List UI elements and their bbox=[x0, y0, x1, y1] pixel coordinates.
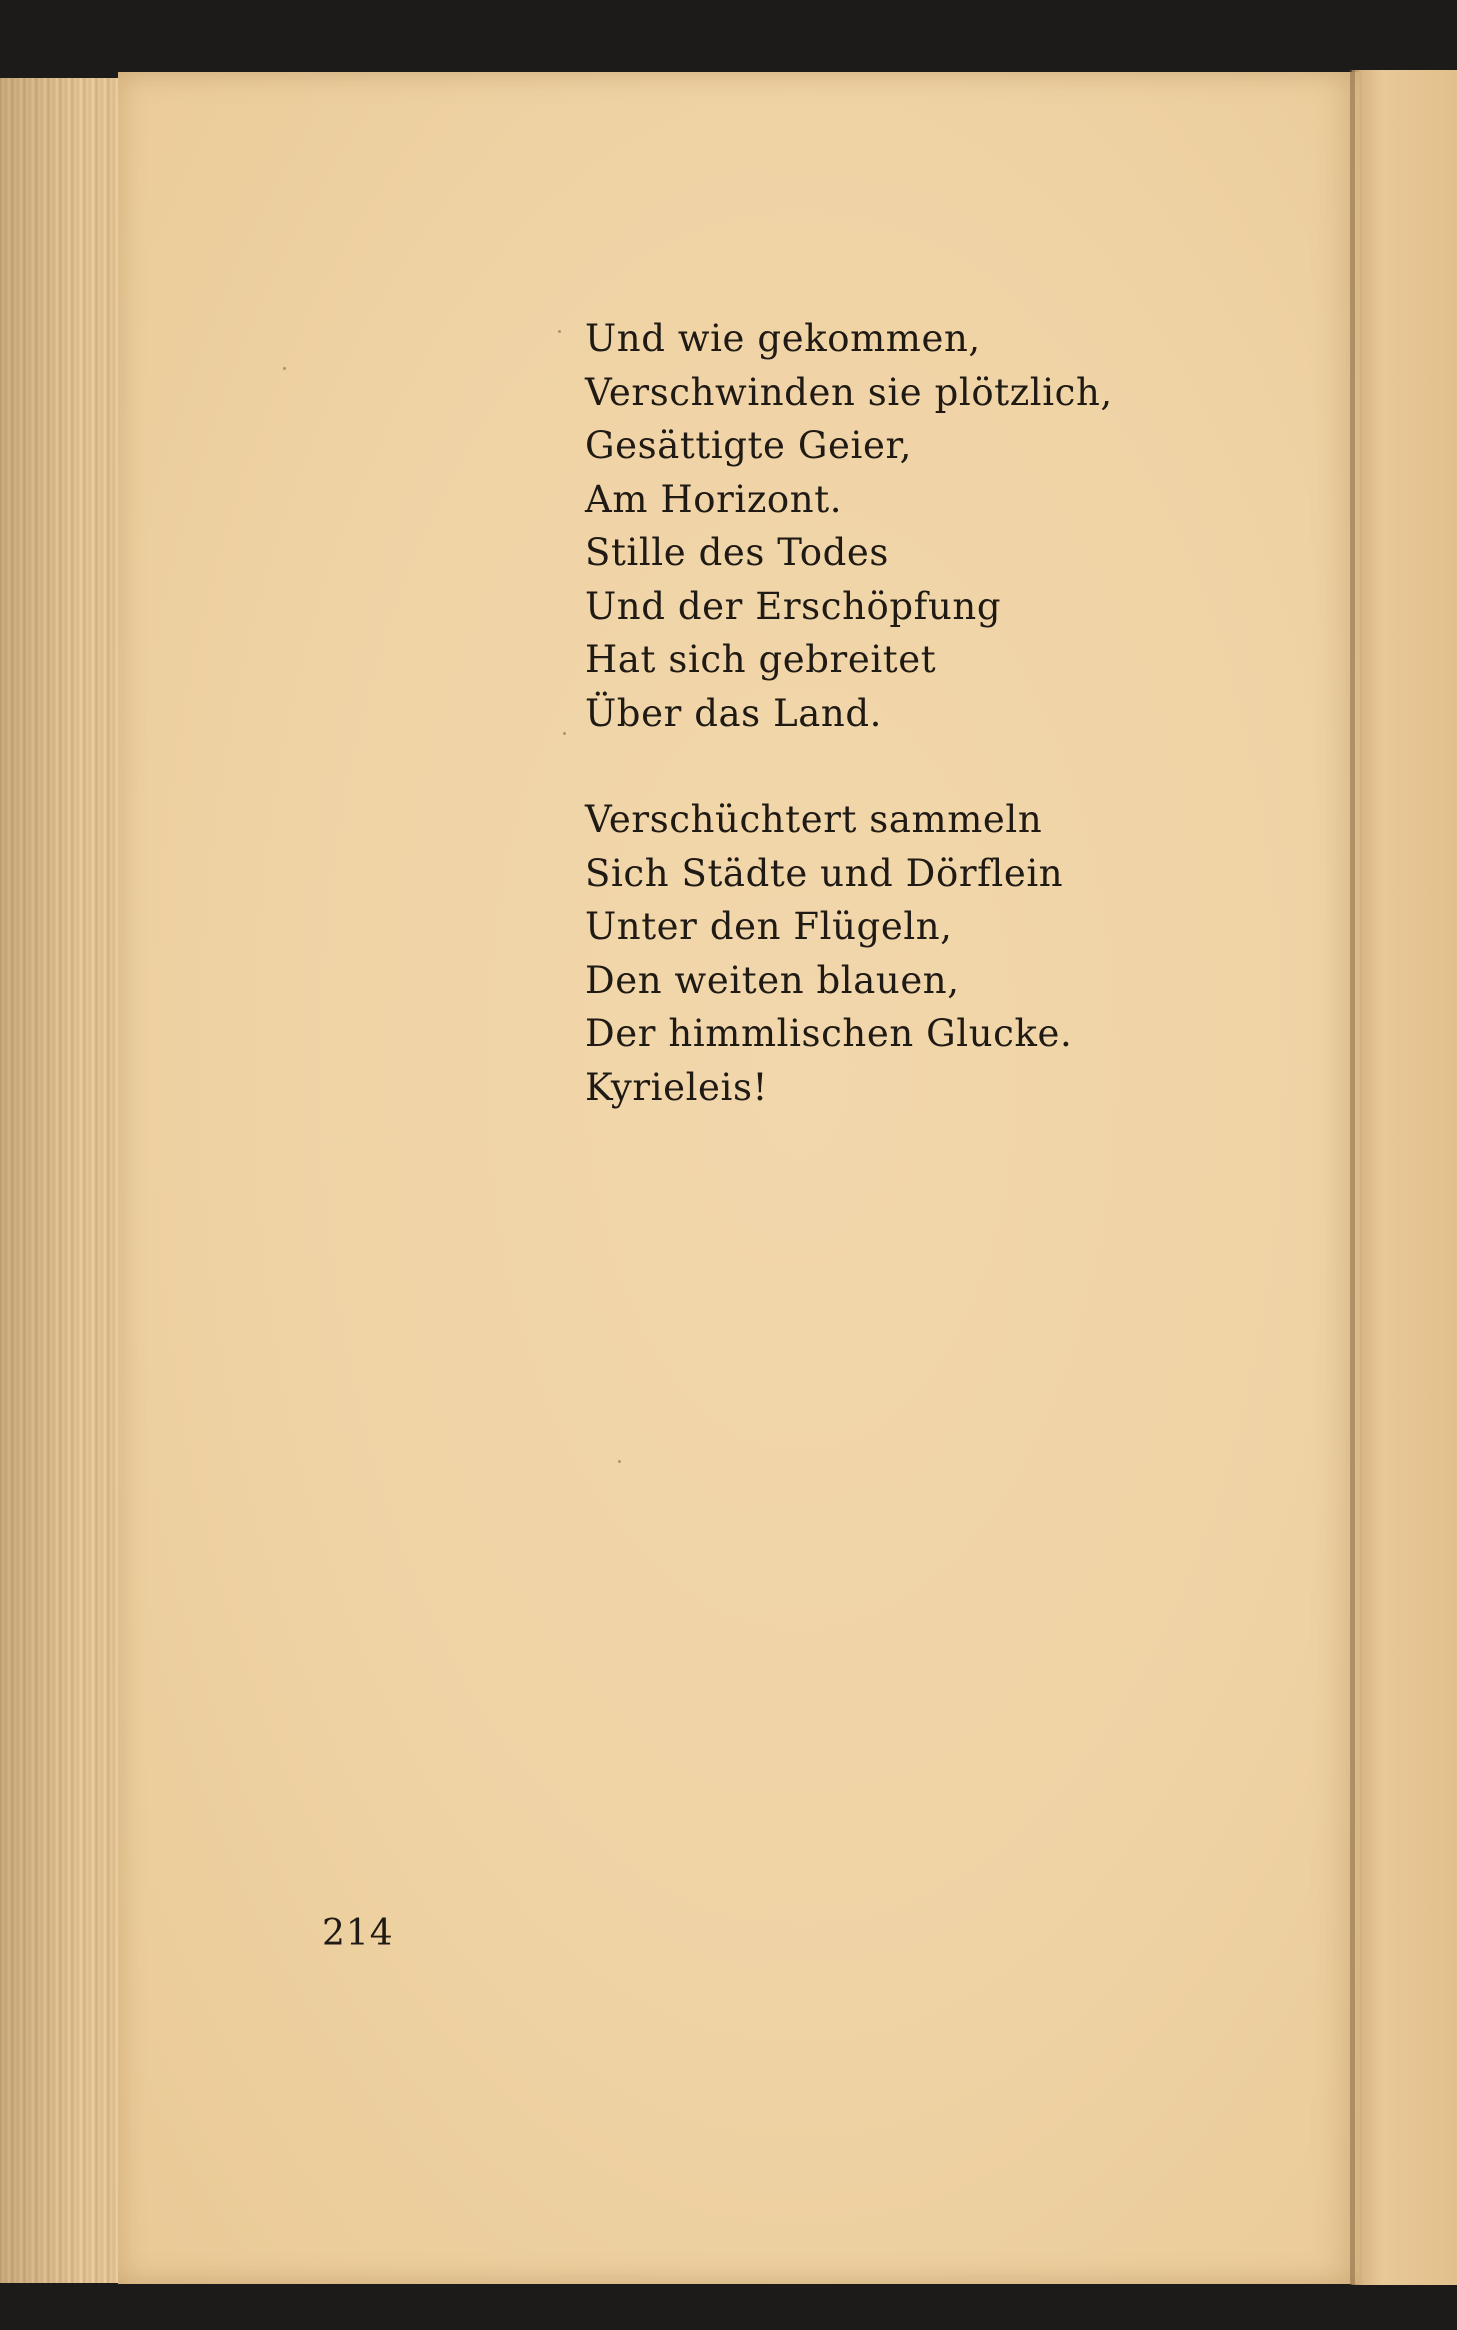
poem-line: Kyrieleis! bbox=[585, 1065, 769, 1109]
poem-line: Den weiten blauen, bbox=[585, 958, 960, 1002]
stanza-1 bbox=[585, 312, 1113, 740]
paper-speck bbox=[563, 732, 566, 735]
page-fold-line bbox=[1350, 70, 1355, 2285]
poem-line: Stille des Todes bbox=[585, 531, 889, 574]
poem-line: Über das Land. bbox=[585, 691, 883, 735]
stanza-2 bbox=[585, 793, 1113, 1114]
poem-line: Gesättigte Geier, bbox=[585, 424, 913, 467]
poem-line: Unter den Flügeln, bbox=[585, 905, 953, 948]
poem-line: Sich Städte und Dörflein bbox=[585, 851, 1064, 895]
page-edge-stack bbox=[0, 78, 135, 2283]
poem-line: Der himmlischen Glucke. bbox=[585, 1012, 1073, 1055]
poem-line: Hat sich gebreitet bbox=[585, 638, 937, 681]
poem-line: Und der Erschöpfung bbox=[585, 584, 1002, 628]
poem-line: Und wie gekommen, bbox=[585, 317, 981, 360]
paper-speck bbox=[283, 367, 286, 370]
facing-page-edge bbox=[1352, 70, 1457, 2285]
paper-speck bbox=[618, 1460, 621, 1463]
poem-line: Am Horizont. bbox=[585, 477, 843, 521]
paper-speck bbox=[558, 330, 561, 333]
page-number: 214 bbox=[322, 1913, 394, 1954]
poem-text bbox=[585, 312, 1113, 1167]
poem-line: Verschwinden sie plötzlich, bbox=[585, 370, 1113, 414]
poem-line: Verschüchtert sammeln bbox=[585, 798, 1043, 841]
